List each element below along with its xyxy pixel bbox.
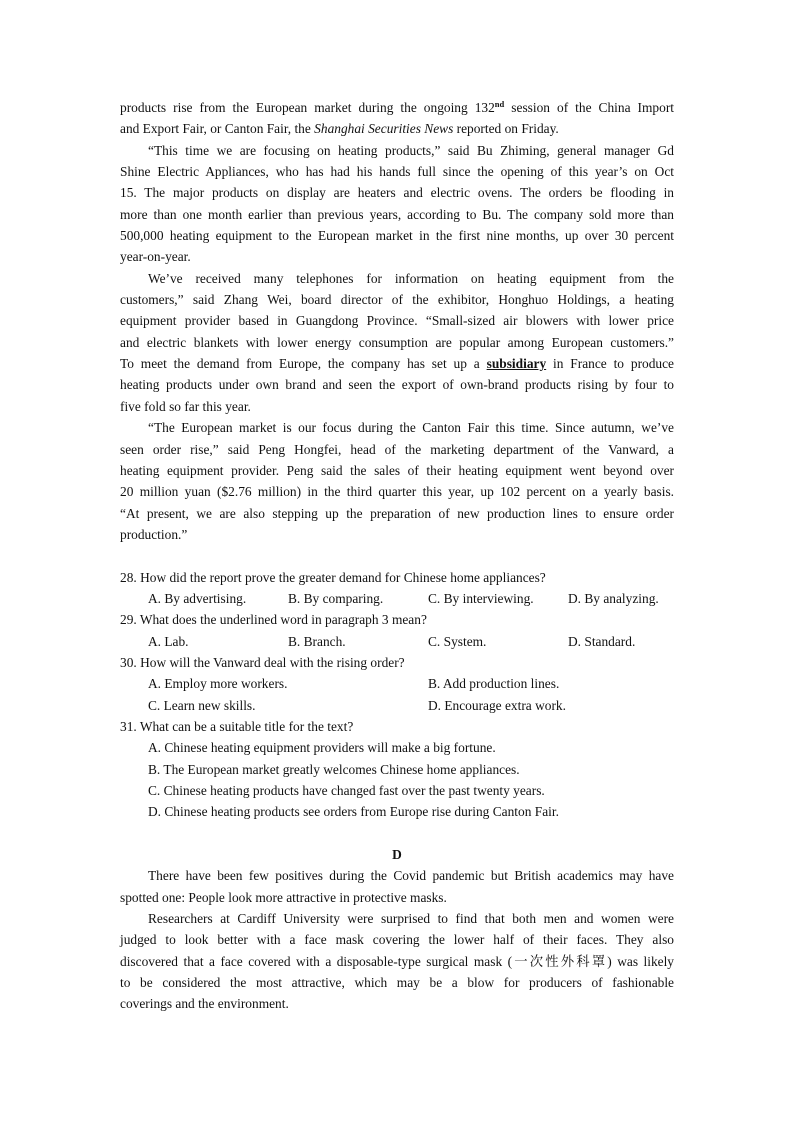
option-c: C. By interviewing. xyxy=(428,590,534,606)
option-d: D. Chinese heating products see orders from Europe rise during Canton Fair. xyxy=(148,804,559,820)
text-line: 15. The major products on display are heaters and electric ovens. The orders be flooding in xyxy=(120,185,674,201)
text-line: year-on-year. xyxy=(120,249,191,265)
question-stem: 31. What can be a suitable title for the text? xyxy=(120,718,354,734)
passage-d-paragraph-2 xyxy=(120,908,674,1015)
text-line: more than one month earlier than previous years, according to Bu. The company sold more than xyxy=(120,206,674,222)
section-heading: D xyxy=(392,847,402,863)
underlined-word: subsidiary xyxy=(486,356,547,372)
option-b: B. The European market greatly welcomes Chinese home appliances. xyxy=(148,761,520,777)
option-d: D. Encourage extra work. xyxy=(428,697,566,713)
text: session of the China Import xyxy=(504,100,674,115)
text-line: five fold so far this year. xyxy=(120,398,251,414)
text-line: seen order rise,” said Peng Hongfei, head of the marketing department of the Vanward, a xyxy=(120,441,674,457)
text-line: “The European market is our focus during the Canton Fair this time. Since autumn, we’ve xyxy=(148,420,674,436)
text-line: We’ve received many telephones for information on heating equipment from the xyxy=(148,270,674,286)
options-row xyxy=(120,588,674,609)
options-row xyxy=(120,695,674,716)
text-line: and electric blankets with lower energy consumption are popular among European customers.” xyxy=(120,334,674,350)
text-line xyxy=(120,118,674,139)
passage-c-paragraph-3 xyxy=(120,268,674,417)
text-line xyxy=(120,97,674,118)
text-line: heating equipment provider. Peng said the sales of their heating equipment went beyond over xyxy=(120,462,674,478)
text-line: customers,” said Zhang Wei, board director of the exhibitor, Honghuo Holdings, a heating xyxy=(120,292,674,308)
options-row xyxy=(120,673,674,694)
option-b: B. Add production lines. xyxy=(428,676,560,692)
option-d: D. By analyzing. xyxy=(568,590,659,606)
text-line: Researchers at Cardiff University were surprised to find that both men and women were xyxy=(148,911,674,927)
question-29 xyxy=(120,609,674,652)
text-line: to be considered the most attractive, which may be a blow for producers of fashionable xyxy=(120,975,674,991)
option-a: A. Lab. xyxy=(148,633,189,649)
option-a: A. By advertising. xyxy=(148,590,247,606)
text-line: 20 million yuan ($2.76 million) in the third quarter this year, up 102 percent on a yearly basis. xyxy=(120,484,674,500)
option-c: C. System. xyxy=(428,633,487,649)
exam-page xyxy=(120,97,674,1015)
text-line xyxy=(120,353,674,374)
text-line: 500,000 heating equipment to the European market in the first nine months, up over 30 percent xyxy=(120,228,674,244)
superscript: nd xyxy=(494,99,505,109)
option-a: A. Employ more workers. xyxy=(148,676,288,692)
option-b: B. Branch. xyxy=(288,633,346,649)
text: products rise from the European market during the ongoing 132 xyxy=(120,100,495,115)
question-stem: 29. What does the underlined word in paragraph 3 mean? xyxy=(120,612,427,628)
text-line: production.” xyxy=(120,526,188,542)
text-line: “This time we are focusing on heating products,” said Bu Zhiming, general manager Gd xyxy=(148,142,674,158)
text-line: equipment provider based in Guangdong Province. “Small-sized air blowers with lower price xyxy=(120,313,674,329)
text-line: coverings and the environment. xyxy=(120,996,289,1012)
text: To meet the demand from Europe, the company has set up a xyxy=(120,356,487,372)
options-row xyxy=(120,631,674,652)
spacer xyxy=(120,545,674,566)
text-line: discovered that a face covered with a disposable-type surgical mask (一次性外科罩) was likely xyxy=(120,953,674,969)
passage-d-paragraph-1 xyxy=(120,865,674,908)
passage-c-paragraph-1 xyxy=(120,97,674,140)
text: reported on Friday. xyxy=(453,121,559,137)
spacer xyxy=(120,823,674,844)
option-c: C. Chinese heating products have changed fast over the past twenty years. xyxy=(148,783,545,798)
text-line: There have been few positives during the Covid pandemic but British academics may have xyxy=(148,868,674,884)
question-31 xyxy=(120,716,674,823)
text: and Export Fair, or Canton Fair, the xyxy=(120,121,315,137)
question-30 xyxy=(120,652,674,716)
question-28 xyxy=(120,567,674,610)
question-stem: 30. How will the Vanward deal with the rising order? xyxy=(120,654,405,670)
newspaper-title: Shanghai Securities News xyxy=(314,121,454,137)
text: in France to produce xyxy=(546,356,674,372)
text-line: Shine Electric Appliances, who has had his hands full since the opening of this year’s on Oct xyxy=(120,164,674,180)
option-d: D. Standard. xyxy=(568,633,636,649)
option-b: B. By comparing. xyxy=(288,590,384,606)
passage-c-paragraph-4 xyxy=(120,417,674,545)
text-line: “At present, we are also stepping up the preparation of new production lines to ensure order xyxy=(120,505,674,521)
text-line: heating products under own brand and seen the export of own-brand products rising by four to xyxy=(120,377,674,393)
text-line: judged to look better with a face mask covering the lower half of their faces. They also xyxy=(120,932,674,948)
text-line: spotted one: People look more attractive in protective masks. xyxy=(120,889,447,905)
option-a: A. Chinese heating equipment providers will make a big fortune. xyxy=(148,740,496,756)
passage-c-paragraph-2 xyxy=(120,140,674,268)
question-stem: 28. How did the report prove the greater demand for Chinese home appliances? xyxy=(120,569,546,585)
option-c: C. Learn new skills. xyxy=(148,697,256,713)
